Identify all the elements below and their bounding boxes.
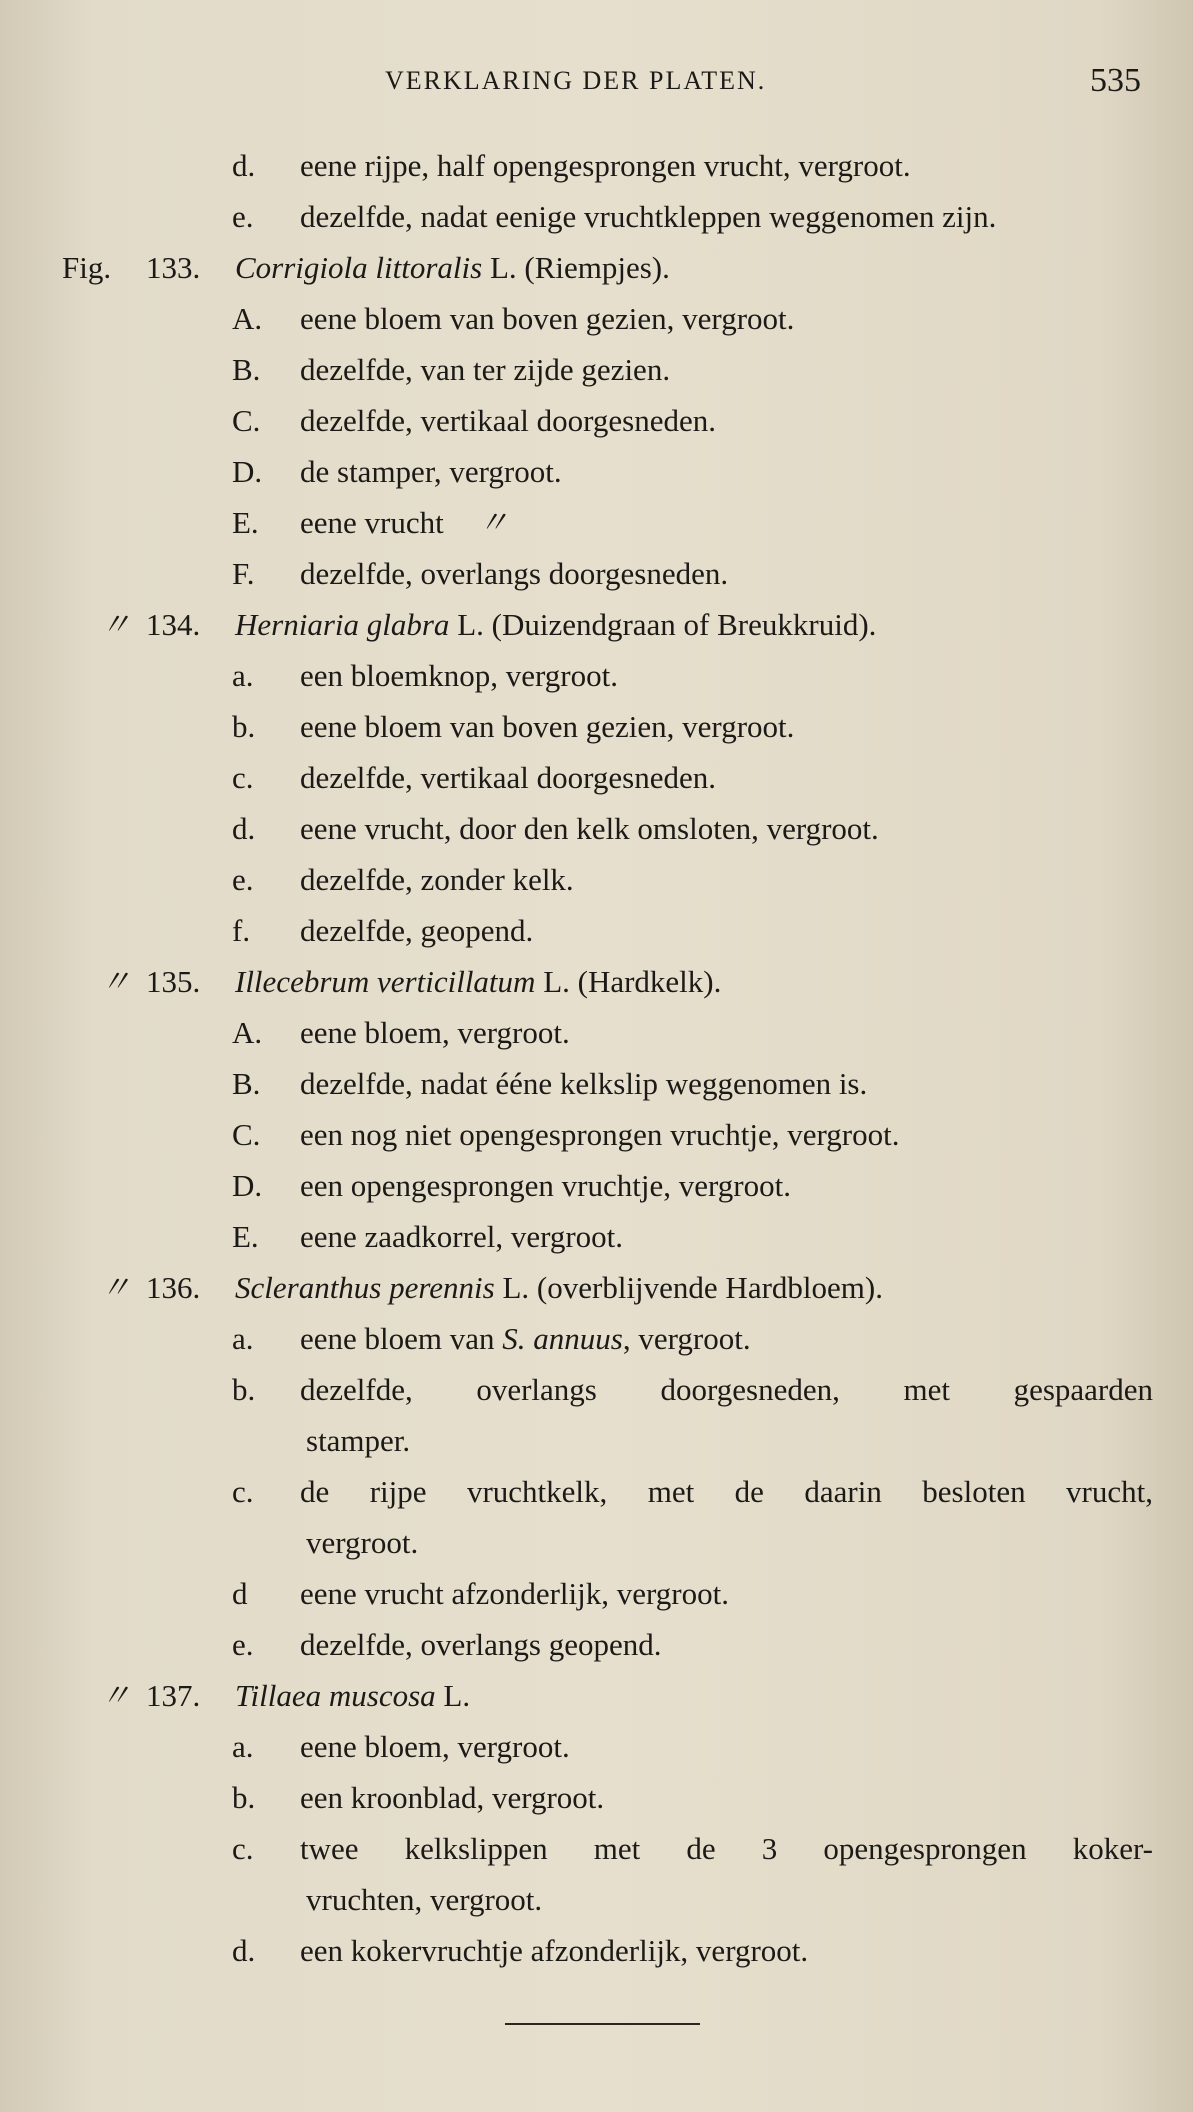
item-description [300,854,1153,905]
item-description [300,293,1153,344]
species-line [235,956,721,1007]
item-text: eene bloem, vergroot. [300,1015,570,1050]
figure-heading [0,1670,1193,1721]
item-description [300,650,1153,701]
species-line [235,1262,883,1313]
item-text: eene bloem van boven gezien, vergroot. [300,301,795,336]
list-item [0,1313,1193,1364]
item-text: dezelfde, geopend. [300,913,534,948]
figure-number: 133. [146,250,201,285]
item-description [300,1007,1153,1058]
item-description [300,191,1153,242]
species-reference: S. annuus [502,1321,623,1356]
item-continuation-line [0,1874,1193,1925]
item-letter: d. [232,1933,256,1968]
list-item [0,395,1193,446]
list-item [0,1823,1193,1874]
item-text: een bloemknop, vergroot. [300,658,618,693]
item-description [300,1109,1153,1160]
item-letter: B. [232,1066,261,1101]
item-continuation-line [0,1517,1193,1568]
ditto-mark: 〃 [100,607,131,642]
species-name: Corrigiola littoralis [235,250,483,285]
item-text: dezelfde, overlangs doorgesneden. [300,556,729,591]
species-authority: L. (Riempjes). [482,250,670,285]
item-letter: d [232,1576,248,1611]
item-letter: a. [232,658,254,693]
list-item [0,1619,1193,1670]
figure-number: 134. [146,607,201,642]
species-authority: L. (Hardkelk). [535,964,722,999]
item-letter: d. [232,148,256,183]
item-text: dezelfde, vertikaal doorgesneden. [300,760,717,795]
item-text: een kroonblad, vergroot. [300,1780,605,1815]
list-item [0,140,1193,191]
list-item [0,1466,1193,1517]
item-letter: b. [232,1780,256,1815]
item-text: eene bloem, vergroot. [300,1729,570,1764]
item-description [300,752,1153,803]
item-letter: e. [232,862,254,897]
list-item [0,1007,1193,1058]
species-line [235,242,670,293]
item-continuation: stamper. [306,1423,411,1458]
item-description [300,1568,1153,1619]
item-letter: D. [232,1168,263,1203]
list-item [0,497,1193,548]
item-letter: a. [232,1729,254,1764]
species-name: Herniaria glabra [235,607,450,642]
item-description [300,1313,1153,1364]
species-authority: L. (overblijvende Hardbloem). [494,1270,883,1305]
item-text: eene vrucht, door den kelk omsloten, vergroot. [300,811,879,846]
ditto-mark: 〃 [477,505,509,540]
species-authority: L. [435,1678,471,1713]
ditto-mark: 〃 [100,1270,131,1305]
list-item [0,752,1193,803]
ditto-mark: 〃 [100,964,131,999]
item-text: dezelfde, overlangs doorgesneden, met gespaarden [300,1372,1153,1407]
item-text: een nog niet opengesprongen vruchtje, vergroot. [300,1117,900,1152]
list-item [0,1568,1193,1619]
item-description [300,1619,1153,1670]
item-text: dezelfde, overlangs geopend. [300,1627,662,1662]
list-item [0,1109,1193,1160]
item-text: de rijpe vruchtkelk, met de daarin besloten vrucht, [300,1474,1153,1509]
item-text: dezelfde, vertikaal doorgesneden. [300,403,717,438]
species-line [235,599,876,650]
item-text: dezelfde, van ter zijde gezien. [300,352,671,387]
item-letter: c. [232,760,254,795]
species-name: Scleranthus perennis [235,1270,495,1305]
item-letter: f. [232,913,251,948]
list-item [0,854,1193,905]
item-text: eene vrucht afzonderlijk, vergroot. [300,1576,729,1611]
list-item [0,803,1193,854]
item-description [300,905,1153,956]
item-description [300,1772,1153,1823]
item-letter: b. [232,709,256,744]
species-name: Tillaea muscosa [235,1678,436,1713]
item-letter: E. [232,1219,259,1254]
item-letter: d. [232,811,256,846]
list-item [0,446,1193,497]
item-letter: C. [232,403,261,438]
item-description [300,803,1153,854]
item-letter: c. [232,1474,254,1509]
fig-label: Fig. [62,250,112,285]
item-text: eene bloem van boven gezien, vergroot. [300,709,795,744]
item-description [300,1823,1153,1874]
item-letter: C. [232,1117,261,1152]
list-item [0,905,1193,956]
list-item [0,1058,1193,1109]
item-letter: c. [232,1831,254,1866]
item-letter: e. [232,199,254,234]
item-letter: A. [232,301,263,336]
item-continuation: vergroot. [306,1525,419,1560]
figure-heading [0,956,1193,1007]
species-authority: L. (Duizendgraan of Breukkruid). [449,607,877,642]
list-item [0,701,1193,752]
figure-heading [0,242,1193,293]
item-continuation: vruchten, vergroot. [306,1882,543,1917]
item-text: de stamper, vergroot. [300,454,562,489]
figure-heading [0,1262,1193,1313]
plate-explanation-list [0,140,1193,1976]
list-item [0,1772,1193,1823]
figure-number: 137. [146,1678,201,1713]
item-text: eene zaadkorrel, vergroot. [300,1219,624,1254]
item-text: twee kelkslippen met de 3 opengesprongen koker- [300,1831,1153,1866]
item-text: dezelfde, nadat ééne kelkslip weggenomen is. [300,1066,868,1101]
item-description [300,1058,1153,1109]
item-letter: D. [232,454,263,489]
ditto-mark: 〃 [100,1678,131,1713]
item-text: eene vrucht [300,505,444,540]
item-description [300,1160,1153,1211]
item-description [300,1925,1153,1976]
item-letter: F. [232,556,255,591]
figure-number: 136. [146,1270,201,1305]
page-number: 535 [1090,62,1141,99]
item-text: een opengesprongen vruchtje, vergroot. [300,1168,791,1203]
page-header [0,62,1193,108]
species-name: Illecebrum verticillatum [235,964,536,999]
item-text: , vergroot. [622,1321,751,1356]
item-description [300,1466,1153,1517]
item-description [300,344,1153,395]
list-item [0,1925,1193,1976]
list-item [0,1160,1193,1211]
item-letter: e. [232,1627,254,1662]
item-text: dezelfde, nadat eenige vruchtkleppen weggenomen zijn. [300,199,997,234]
item-letter: b. [232,1372,256,1407]
list-item [0,1211,1193,1262]
item-letter: a. [232,1321,254,1356]
list-item [0,344,1193,395]
list-item [0,650,1193,701]
item-letter: B. [232,352,261,387]
item-description [300,446,1153,497]
item-description [300,140,1153,191]
item-text: dezelfde, zonder kelk. [300,862,574,897]
species-line [235,1670,470,1721]
item-description [300,701,1153,752]
item-letter: E. [232,505,259,540]
item-description [300,1364,1153,1415]
list-item [0,1721,1193,1772]
item-letter: A. [232,1015,263,1050]
item-description [300,497,1153,548]
list-item [0,293,1193,344]
list-item [0,191,1193,242]
running-head: VERKLARING DER PLATEN. [385,66,767,95]
item-description [300,548,1153,599]
figure-heading [0,599,1193,650]
list-item [0,548,1193,599]
item-text: eene bloem van [300,1321,503,1356]
list-item [0,1364,1193,1415]
item-description [300,1721,1153,1772]
item-description [300,1211,1153,1262]
item-text: eene rijpe, half opengesprongen vrucht, vergroot. [300,148,911,183]
end-rule [505,2023,700,2025]
figure-number: 135. [146,964,201,999]
item-text: een kokervruchtje afzonderlijk, vergroot. [300,1933,809,1968]
item-continuation-line [0,1415,1193,1466]
item-description [300,395,1153,446]
